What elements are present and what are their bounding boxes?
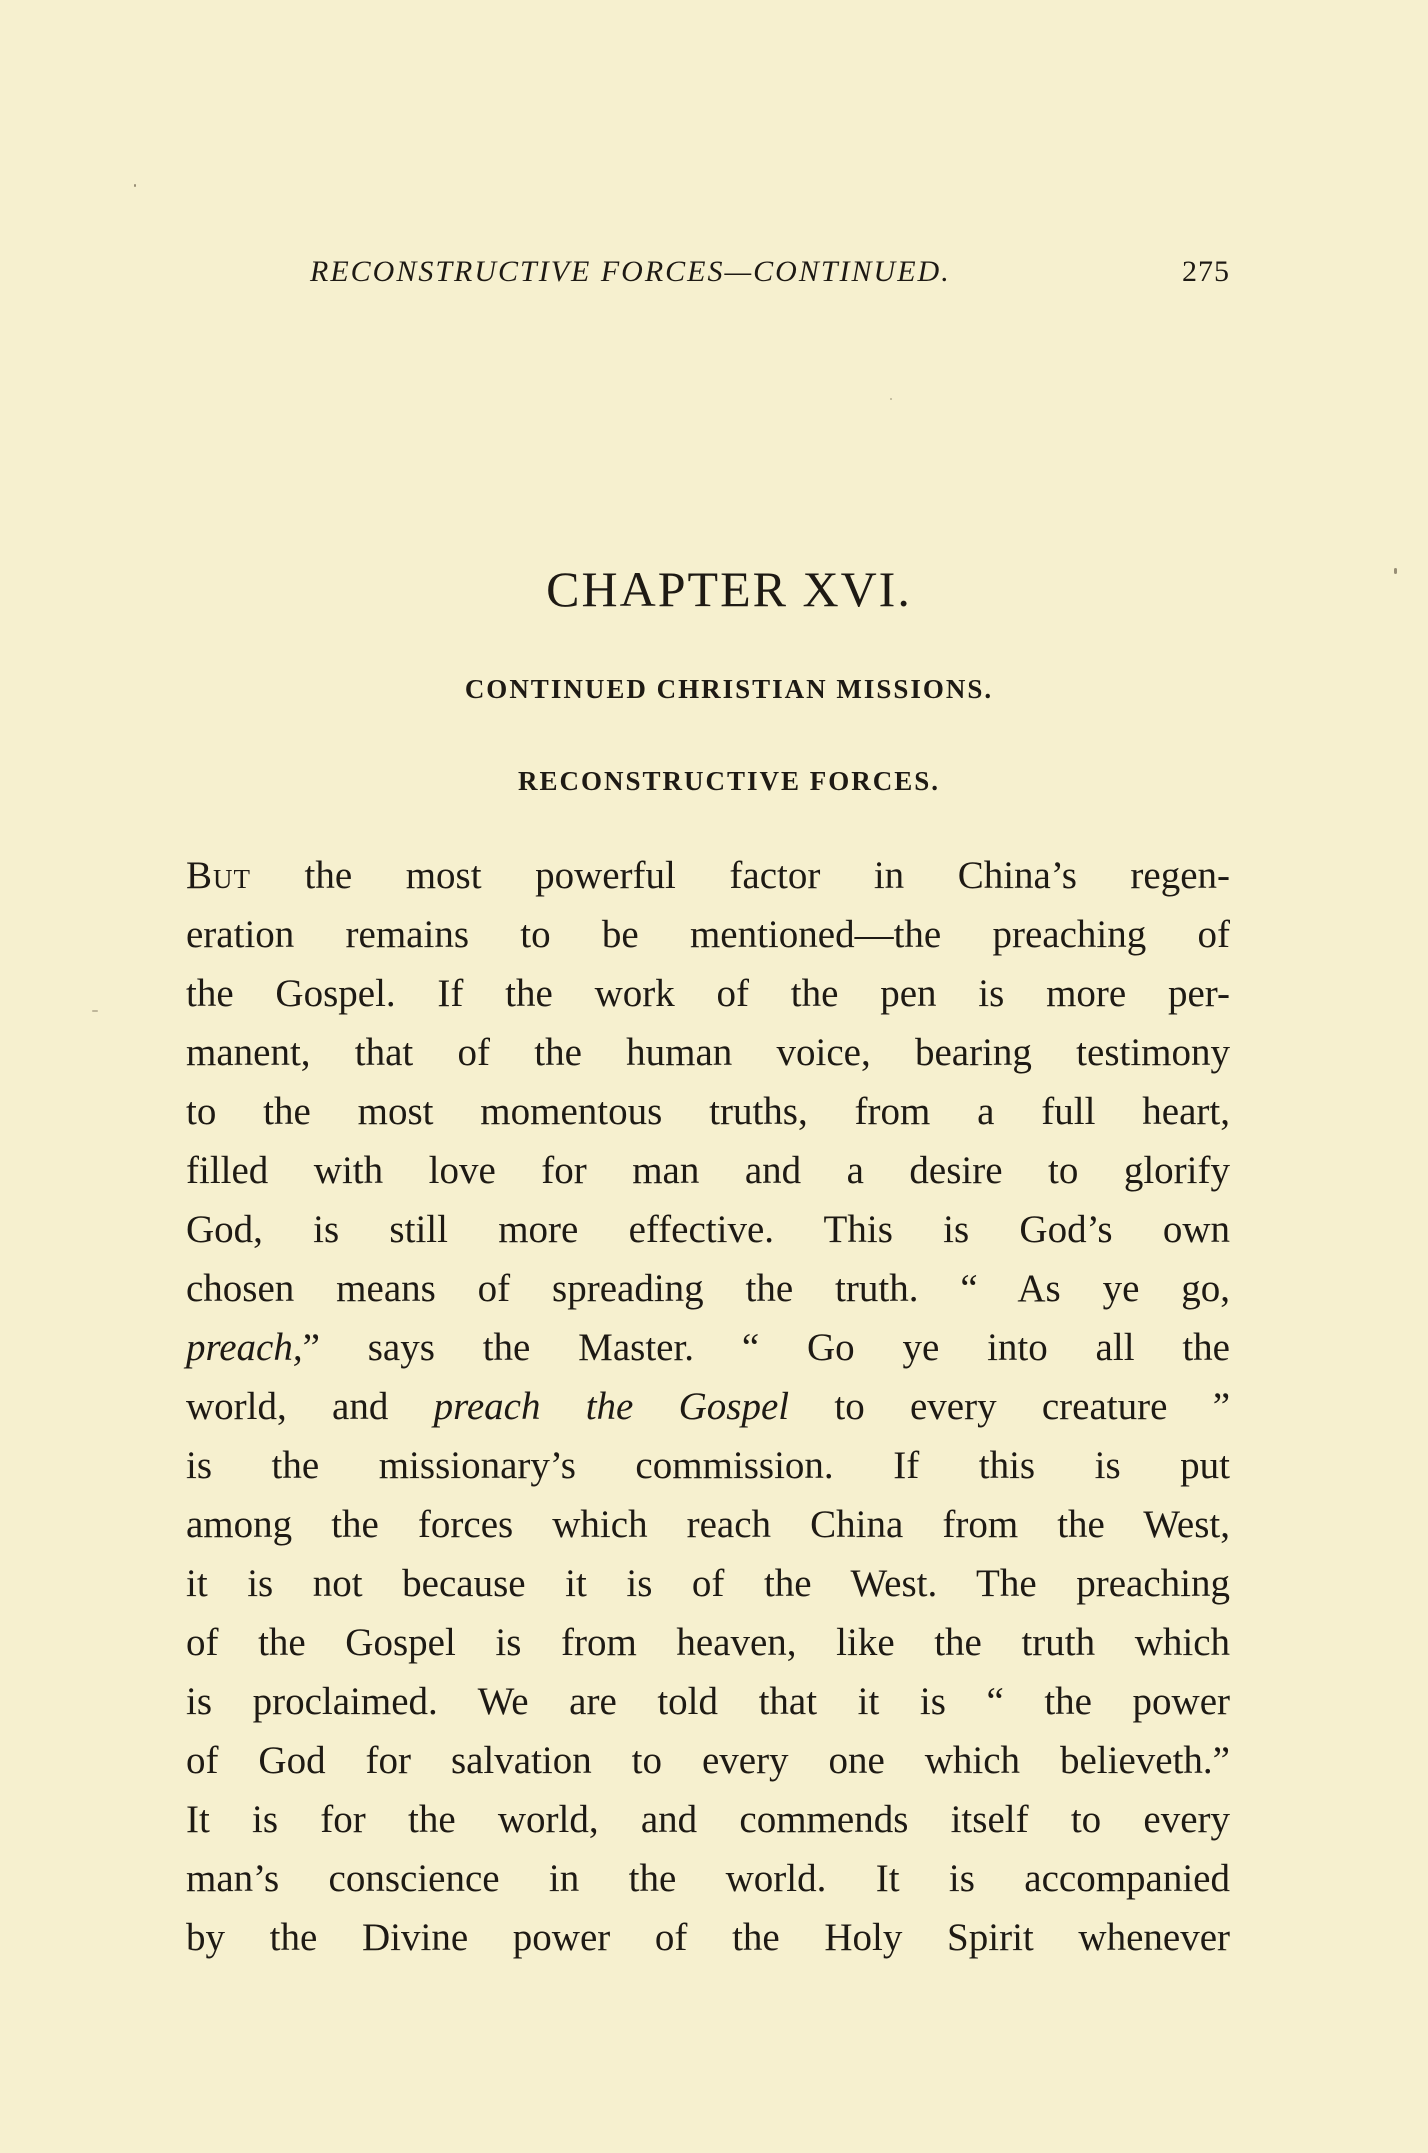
text-line: eration remains to be mentioned—the preaching of (186, 913, 1230, 956)
text-line: man’s conscience in the world. It is accompanied (186, 1857, 1230, 1900)
paper-speck (890, 398, 892, 400)
text-line: of God for salvation to every one which believeth.” (186, 1739, 1230, 1782)
text-line-segment: ” says the Master. “ Go ye into all the (302, 1326, 1230, 1369)
text-line: it is not because it is of the West. The preaching (186, 1562, 1230, 1605)
page-number: 275 (1182, 255, 1230, 288)
text-line: God, is still more effective. This is God’s own (186, 1208, 1230, 1251)
chapter-subtitle-secondary: RECONSTRUCTIVE FORCES. (517, 766, 941, 796)
text-line: among the forces which reach China from the West, (186, 1503, 1230, 1546)
text-line: the Gospel. If the work of the pen is more per- (186, 972, 1230, 1015)
chapter-heading: CHAPTER XVI. (546, 561, 912, 617)
text-line: filled with love for man and a desire to glorify (186, 1149, 1230, 1192)
text-line (186, 1318, 1230, 1377)
text-line: is proclaimed. We are told that it is “ the power (186, 1680, 1230, 1723)
text-line: is the missionary’s commission. If this is put (186, 1444, 1230, 1487)
running-head (310, 255, 1230, 295)
paper-speck (1394, 568, 1397, 574)
text-line (186, 846, 1230, 905)
text-line: chosen means of spreading the truth. “ As ye go, (186, 1267, 1230, 1310)
paper-speck (134, 184, 136, 187)
text-line: It is for the world, and commends itself to every (186, 1798, 1230, 1841)
text-line-segment: to every creature ” (789, 1385, 1230, 1428)
running-head-title: RECONSTRUCTIVE FORCES—CONTINUED. (310, 255, 951, 288)
text-line-segment: world, and (186, 1385, 434, 1428)
text-line: to the most momentous truths, from a full heart, (186, 1090, 1230, 1133)
italic-emphasis: preach, (186, 1326, 303, 1369)
text-line: of the Gospel is from heaven, like the truth which (186, 1621, 1230, 1664)
chapter-subtitle-primary: CONTINUED CHRISTIAN MISSIONS. (464, 674, 994, 704)
opening-word: But (186, 854, 252, 897)
body-paragraph (186, 846, 1230, 1967)
text-line: manent, that of the human voice, bearing testimony (186, 1031, 1230, 1074)
paper-speck (92, 1010, 98, 1012)
text-line: by the Divine power of the Holy Spirit whenever (186, 1916, 1230, 1959)
text-line-segment: the most powerful factor in China’s regen- (251, 854, 1230, 897)
italic-emphasis: preach the Gospel (433, 1385, 790, 1428)
text-line (186, 1377, 1230, 1436)
